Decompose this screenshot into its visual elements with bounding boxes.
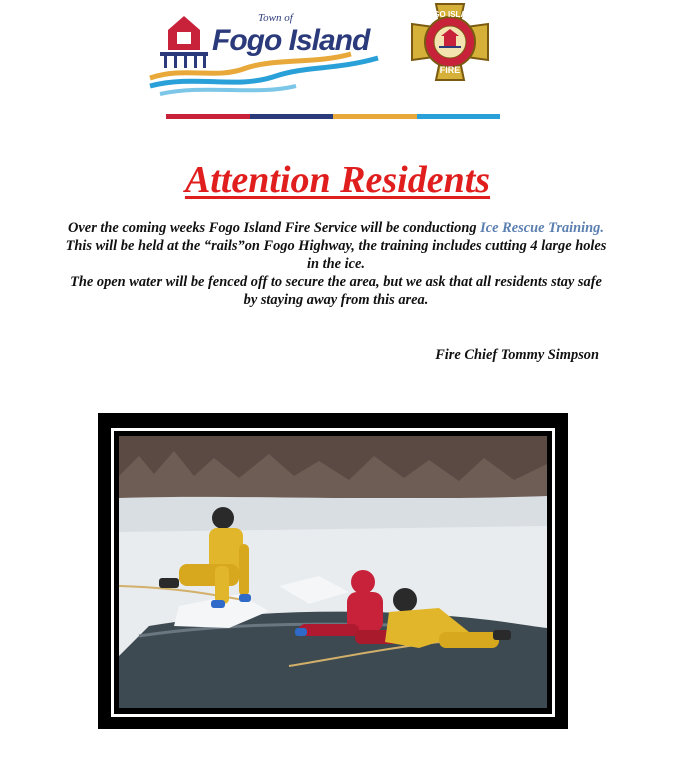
town-logo-graphic — [146, 8, 396, 100]
maltese-cross-icon — [401, 2, 499, 82]
svg-text:Fogo Island: Fogo Island — [212, 24, 370, 57]
photo-frame — [98, 413, 568, 729]
notice-body — [62, 219, 610, 309]
svg-text:Town of: Town of — [258, 12, 293, 24]
svg-text:FOGO ISLAND: FOGO ISLAND — [422, 10, 478, 19]
color-segment-navy — [250, 114, 334, 119]
color-divider-bar — [166, 114, 500, 119]
color-segment-red — [166, 114, 250, 119]
signature: Fire Chief Tommy Simpson — [435, 347, 599, 363]
notice-paragraph-2: This will be held at the “rails”on Fogo Highway, the training includes cutting 4 large holes in the ice. — [65, 238, 607, 272]
color-segment-blue — [417, 114, 501, 119]
svg-text:FIRE: FIRE — [439, 65, 461, 75]
town-logo — [146, 8, 396, 100]
notice-paragraph-3: The open water will be fenced off to secure the area, but we ask that all residents stay safe by staying away from this area. — [70, 274, 602, 308]
ice-rescue-training-link[interactable]: Ice Rescue Training. — [480, 220, 604, 236]
notice-paragraph-1: Over the coming weeks Fogo Island Fire Service will be conductiong Ice Rescue Training. — [68, 220, 604, 236]
fire-department-crest — [401, 2, 499, 82]
ice-rescue-photo — [119, 436, 547, 708]
notice-title: Attention Residents — [184, 159, 491, 201]
color-segment-gold — [333, 114, 417, 119]
